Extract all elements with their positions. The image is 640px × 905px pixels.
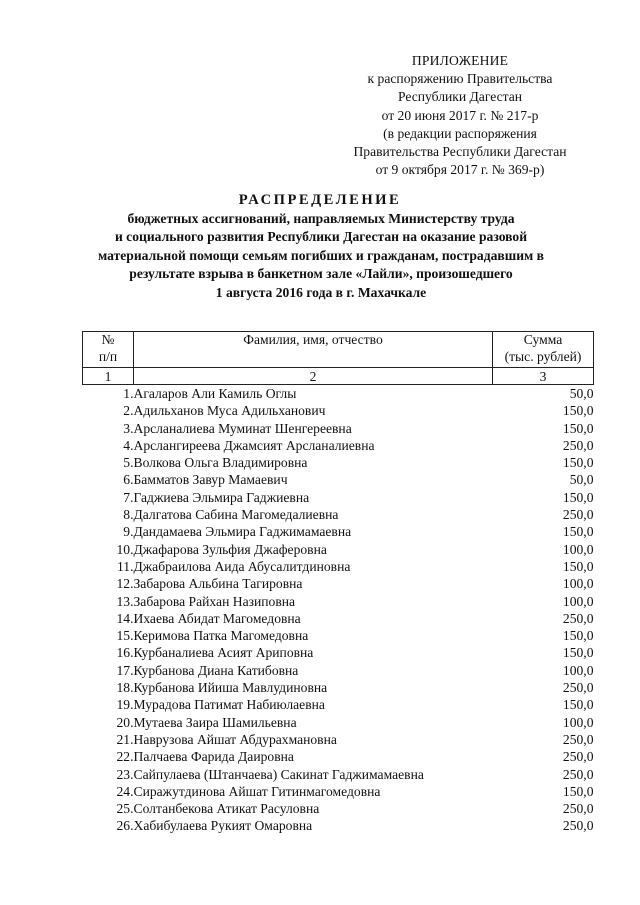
row-name: Курбанова Ийиша Мавлудиновна (133, 680, 328, 696)
appendix-label: ПРИЛОЖЕНИЕ (411, 53, 509, 68)
row-name: Мурадова Патимат Набиюлаевна (133, 697, 325, 713)
row-number: 3. (123, 420, 134, 436)
table-row (83, 627, 594, 644)
row-number: 15. (116, 628, 134, 644)
row-name: Мутаева Заира Шамильевна (133, 714, 297, 730)
row-sum: 100,0 (562, 541, 594, 557)
row-name: Палчаева Фарида Даировна (133, 749, 294, 765)
row-number: 6. (123, 472, 134, 488)
row-name: Дандамаева Эльмира Гаджимамаевна (133, 524, 352, 540)
document-subtitle (88, 210, 554, 302)
table-row (83, 800, 594, 817)
table-row (83, 437, 594, 454)
row-number: 8. (123, 507, 134, 523)
row-name: Джафарова Зульфия Джаферовна (133, 541, 327, 557)
subtitle-line: бюджетных ассигнований, направляемых Министерству труда (127, 211, 515, 226)
table-row (83, 766, 594, 783)
subtitle-line: и социального развития Республики Дагестан на оказание разовой (114, 229, 528, 245)
table-row (83, 402, 594, 419)
row-sum: 250,0 (562, 507, 594, 523)
row-name: Сайпулаева (Штанчаева) Сакинат Гаджимамаевна (133, 766, 424, 782)
document-title: РАСПРЕДЕЛЕНИЕ (238, 192, 402, 208)
row-number: 1. (123, 386, 134, 401)
row-name: Забарова Альбина Тагировна (133, 576, 303, 592)
row-name: Забарова Райхан Назиповна (133, 593, 296, 609)
table-row (83, 679, 594, 696)
row-number: 12. (116, 576, 134, 592)
row-name: Бамматов Завур Мамаевич (133, 472, 288, 488)
subtitle-line: результате взрыва в банкетном зале «Лайли», произошедшего (129, 266, 513, 282)
row-name: Далгатова Сабина Магомедалиевна (133, 507, 339, 523)
row-number: 25. (116, 801, 134, 817)
header-line: к распоряжению Правительства (367, 71, 553, 87)
row-name: Арслангиреева Джамсият Арсланалиевна (133, 437, 375, 453)
row-number: 5. (123, 455, 134, 471)
row-sum: 150,0 (562, 420, 594, 436)
row-sum: 150,0 (562, 489, 594, 505)
row-sum: 150,0 (562, 645, 594, 661)
row-number: 26. (116, 818, 134, 834)
row-sum: 150,0 (562, 783, 594, 799)
table-row (83, 541, 594, 558)
row-sum: 250,0 (562, 766, 594, 782)
row-sum: 250,0 (562, 731, 594, 747)
row-name: Арсланалиева Муминат Шенгереевна (133, 420, 352, 436)
subtitle-line: материальной помощи семьям погибших и гражданам, пострадавшим в (97, 247, 545, 263)
row-sum: 250,0 (562, 680, 594, 696)
row-number: 20. (116, 714, 134, 730)
row-number: 11. (117, 558, 134, 574)
row-name: Хабибулаева Рукият Омаровна (133, 818, 313, 834)
row-sum: 250,0 (562, 801, 594, 817)
table-row (83, 662, 594, 679)
row-sum: 150,0 (562, 524, 594, 540)
row-name: Керимова Патка Магомедовна (133, 628, 309, 644)
row-sum: 100,0 (562, 714, 594, 730)
row-number: 22. (116, 749, 134, 765)
header-line: (в редакции распоряжения (383, 125, 537, 141)
row-name: Агаларов Али Камиль Оглы (133, 386, 297, 401)
row-sum: 250,0 (562, 818, 594, 834)
row-name: Наврузова Айшат Абдурахмановна (133, 731, 337, 747)
row-sum: 150,0 (562, 697, 594, 713)
row-number: 23. (116, 766, 134, 782)
table-row (83, 385, 594, 403)
row-number: 4. (123, 437, 134, 453)
table-body (83, 385, 594, 835)
column-index: 3 (493, 368, 594, 385)
row-sum: 100,0 (562, 576, 594, 592)
table-row (83, 523, 594, 540)
row-sum: 150,0 (562, 628, 594, 644)
row-sum: 150,0 (562, 558, 594, 574)
table-row (83, 558, 594, 575)
table-row (83, 696, 594, 713)
row-number: 7. (123, 489, 134, 505)
row-number: 24. (116, 783, 134, 799)
table-row (83, 575, 594, 592)
row-sum: 250,0 (562, 437, 594, 453)
row-name: Курбанова Диана Катибовна (133, 662, 299, 678)
row-name: Солтанбекова Атикат Расуловна (133, 801, 320, 817)
row-sum: 50,0 (569, 472, 594, 488)
row-number: 9. (123, 524, 134, 540)
document-header (320, 52, 600, 179)
table-row (83, 489, 594, 506)
table-row (83, 644, 594, 661)
distribution-table (82, 331, 594, 835)
table-row (83, 714, 594, 731)
table-row (83, 731, 594, 748)
row-sum: 150,0 (562, 403, 594, 419)
row-number: 18. (116, 680, 134, 696)
row-name: Волкова Ольга Владимировна (133, 455, 308, 471)
row-name: Гаджиева Эльмира Гаджиевна (133, 489, 310, 505)
column-index-row (83, 368, 594, 385)
row-sum: 100,0 (562, 662, 594, 678)
subtitle-line: 1 августа 2016 года в г. Махачкале (215, 284, 427, 300)
row-sum: 150,0 (562, 455, 594, 471)
row-number: 14. (116, 610, 134, 626)
column-header-number: № п/п (83, 332, 134, 368)
table-row (83, 420, 594, 437)
column-header-sum: Сумма (тыс. рублей) (493, 332, 594, 368)
row-number: 17. (116, 662, 134, 678)
table-row (83, 610, 594, 627)
row-number: 16. (116, 645, 134, 661)
column-header-name: Фамилия, имя, отчество (134, 332, 493, 368)
table-row (83, 506, 594, 523)
row-number: 2. (123, 403, 134, 419)
row-name: Адильханов Муса Адильханович (133, 403, 326, 419)
header-line: Правительства Республики Дагестан (353, 144, 567, 160)
row-name: Джабраилова Аида Абусалитдиновна (133, 558, 351, 574)
row-number: 19. (116, 697, 134, 713)
table-row (83, 471, 594, 488)
row-name: Ихаева Абидат Магомедовна (133, 610, 301, 626)
column-index: 1 (83, 368, 134, 385)
table-row (83, 783, 594, 800)
table-row (83, 593, 594, 610)
header-line: от 20 июня 2017 г. № 217-р (381, 107, 539, 123)
row-sum: 250,0 (562, 610, 594, 626)
row-number: 13. (116, 593, 134, 609)
row-name: Курбаналиева Асият Ариповна (133, 645, 314, 661)
row-sum: 250,0 (562, 749, 594, 765)
table-row (83, 454, 594, 471)
row-number: 21. (116, 731, 134, 747)
header-line: от 9 октября 2017 г. № 369-р) (375, 162, 545, 178)
row-sum: 100,0 (562, 593, 594, 609)
row-number: 10. (116, 541, 134, 557)
table-row (83, 748, 594, 765)
table-row (83, 817, 594, 834)
row-name: Сиражутдинова Айшат Гитинмагомедовна (133, 783, 381, 799)
header-line: Республики Дагестан (397, 89, 523, 105)
column-index: 2 (134, 368, 493, 385)
row-sum: 50,0 (569, 386, 594, 401)
